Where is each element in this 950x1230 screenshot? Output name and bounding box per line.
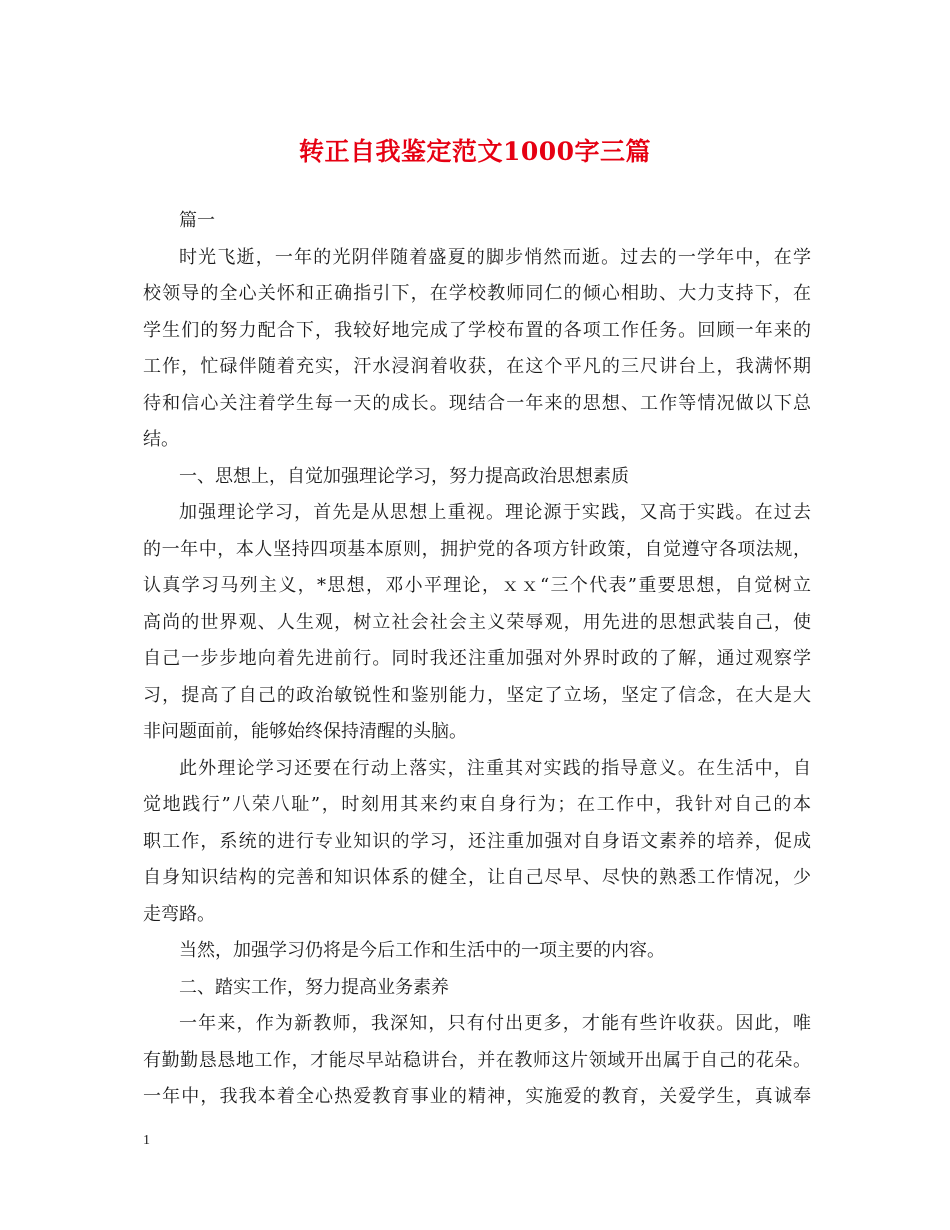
section-heading: 二、踏实工作，努力提高业务素养	[179, 976, 449, 998]
document-body	[143, 203, 811, 1116]
section-heading: 一、思想上，自觉加强理论学习，努力提高政治思想素质	[179, 465, 629, 487]
paragraph-line: 职工作，系统的进行专业知识的学习，还注重加强对自身语文素养的培养，促成	[143, 830, 811, 852]
paragraph-line: 一年来，作为新教师，我深知，只有付出更多，才能有些许收获。因此，唯	[179, 1013, 811, 1034]
page-number: 1	[143, 1133, 150, 1148]
paragraph-line: 当然，加强学习仍将是今后工作和生活中的一项主要的内容。	[179, 940, 665, 961]
paragraph-line: 走弯路。	[143, 903, 215, 925]
paragraph-line: 有勤勤恳恳地工作，才能尽早站稳讲台，并在教师这片领域开出属于自己的花朵。	[143, 1049, 811, 1071]
paragraph-line: 学生们的努力配合下，我较好地完成了学校布置的各项工作任务。回顾一年来的	[143, 319, 811, 341]
paragraph-line: 的一年中，本人坚持四项基本原则，拥护党的各项方针政策，自觉遵守各项法规，	[143, 538, 811, 560]
paragraph-line: 觉地践行”八荣八耻”，时刻用其来约束自身行为；在工作中，我针对自己的本	[143, 794, 811, 815]
paragraph-line: 自身知识结构的完善和知识体系的健全，让自己尽早、尽快的熟悉工作情况，少	[143, 867, 811, 888]
paragraph-line: 此外理论学习还要在行动上落实，注重其对实践的指导意义。在生活中，自	[179, 757, 811, 779]
paragraph-line: 非问题面前，能够始终保持清醒的头脑。	[143, 721, 467, 742]
paragraph-line: 认真学习马列主义，*思想，邓小平理论，ｘｘ“三个代表”重要思想，自觉树立	[143, 575, 811, 596]
paragraph-line: 结。	[143, 429, 179, 450]
paragraph-line: 工作，忙碌伴随着充实，汗水浸润着收获，在这个平凡的三尺讲台上，我满怀期	[143, 356, 811, 377]
document-title: 转正自我鉴定范文1000字三篇	[298, 137, 652, 166]
paragraph-line: 自己一步步地向着先进前行。同时我还注重加强对外界时政的了解，通过观察学	[143, 648, 811, 669]
paragraph-line: 习，提高了自己的政治敏锐性和鉴别能力，坚定了立场，坚定了信念，在大是大	[143, 684, 811, 706]
paragraph-line: 待和信心关注着学生每一天的成长。现结合一年来的思想、工作等情况做以下总	[143, 392, 811, 414]
section-heading: 篇一	[179, 210, 215, 231]
paragraph-line: 时光飞逝，一年的光阴伴随着盛夏的脚步悄然而逝。过去的一学年中，在学	[179, 246, 811, 268]
paragraph-line: 一年中，我我本着全心热爱教育事业的精神，实施爱的教育，关爱学生，真诚奉	[143, 1086, 811, 1107]
paragraph-line: 高尚的世界观、人生观，树立社会社会主义荣辱观，用先进的思想武装自己，使	[143, 611, 811, 633]
paragraph-line: 校领导的全心关怀和正确指引下，在学校教师同仁的倾心相助、大力支持下，在	[143, 283, 811, 304]
paragraph-line: 加强理论学习，首先是从思想上重视。理论源于实践，又高于实践。在过去	[179, 502, 811, 523]
